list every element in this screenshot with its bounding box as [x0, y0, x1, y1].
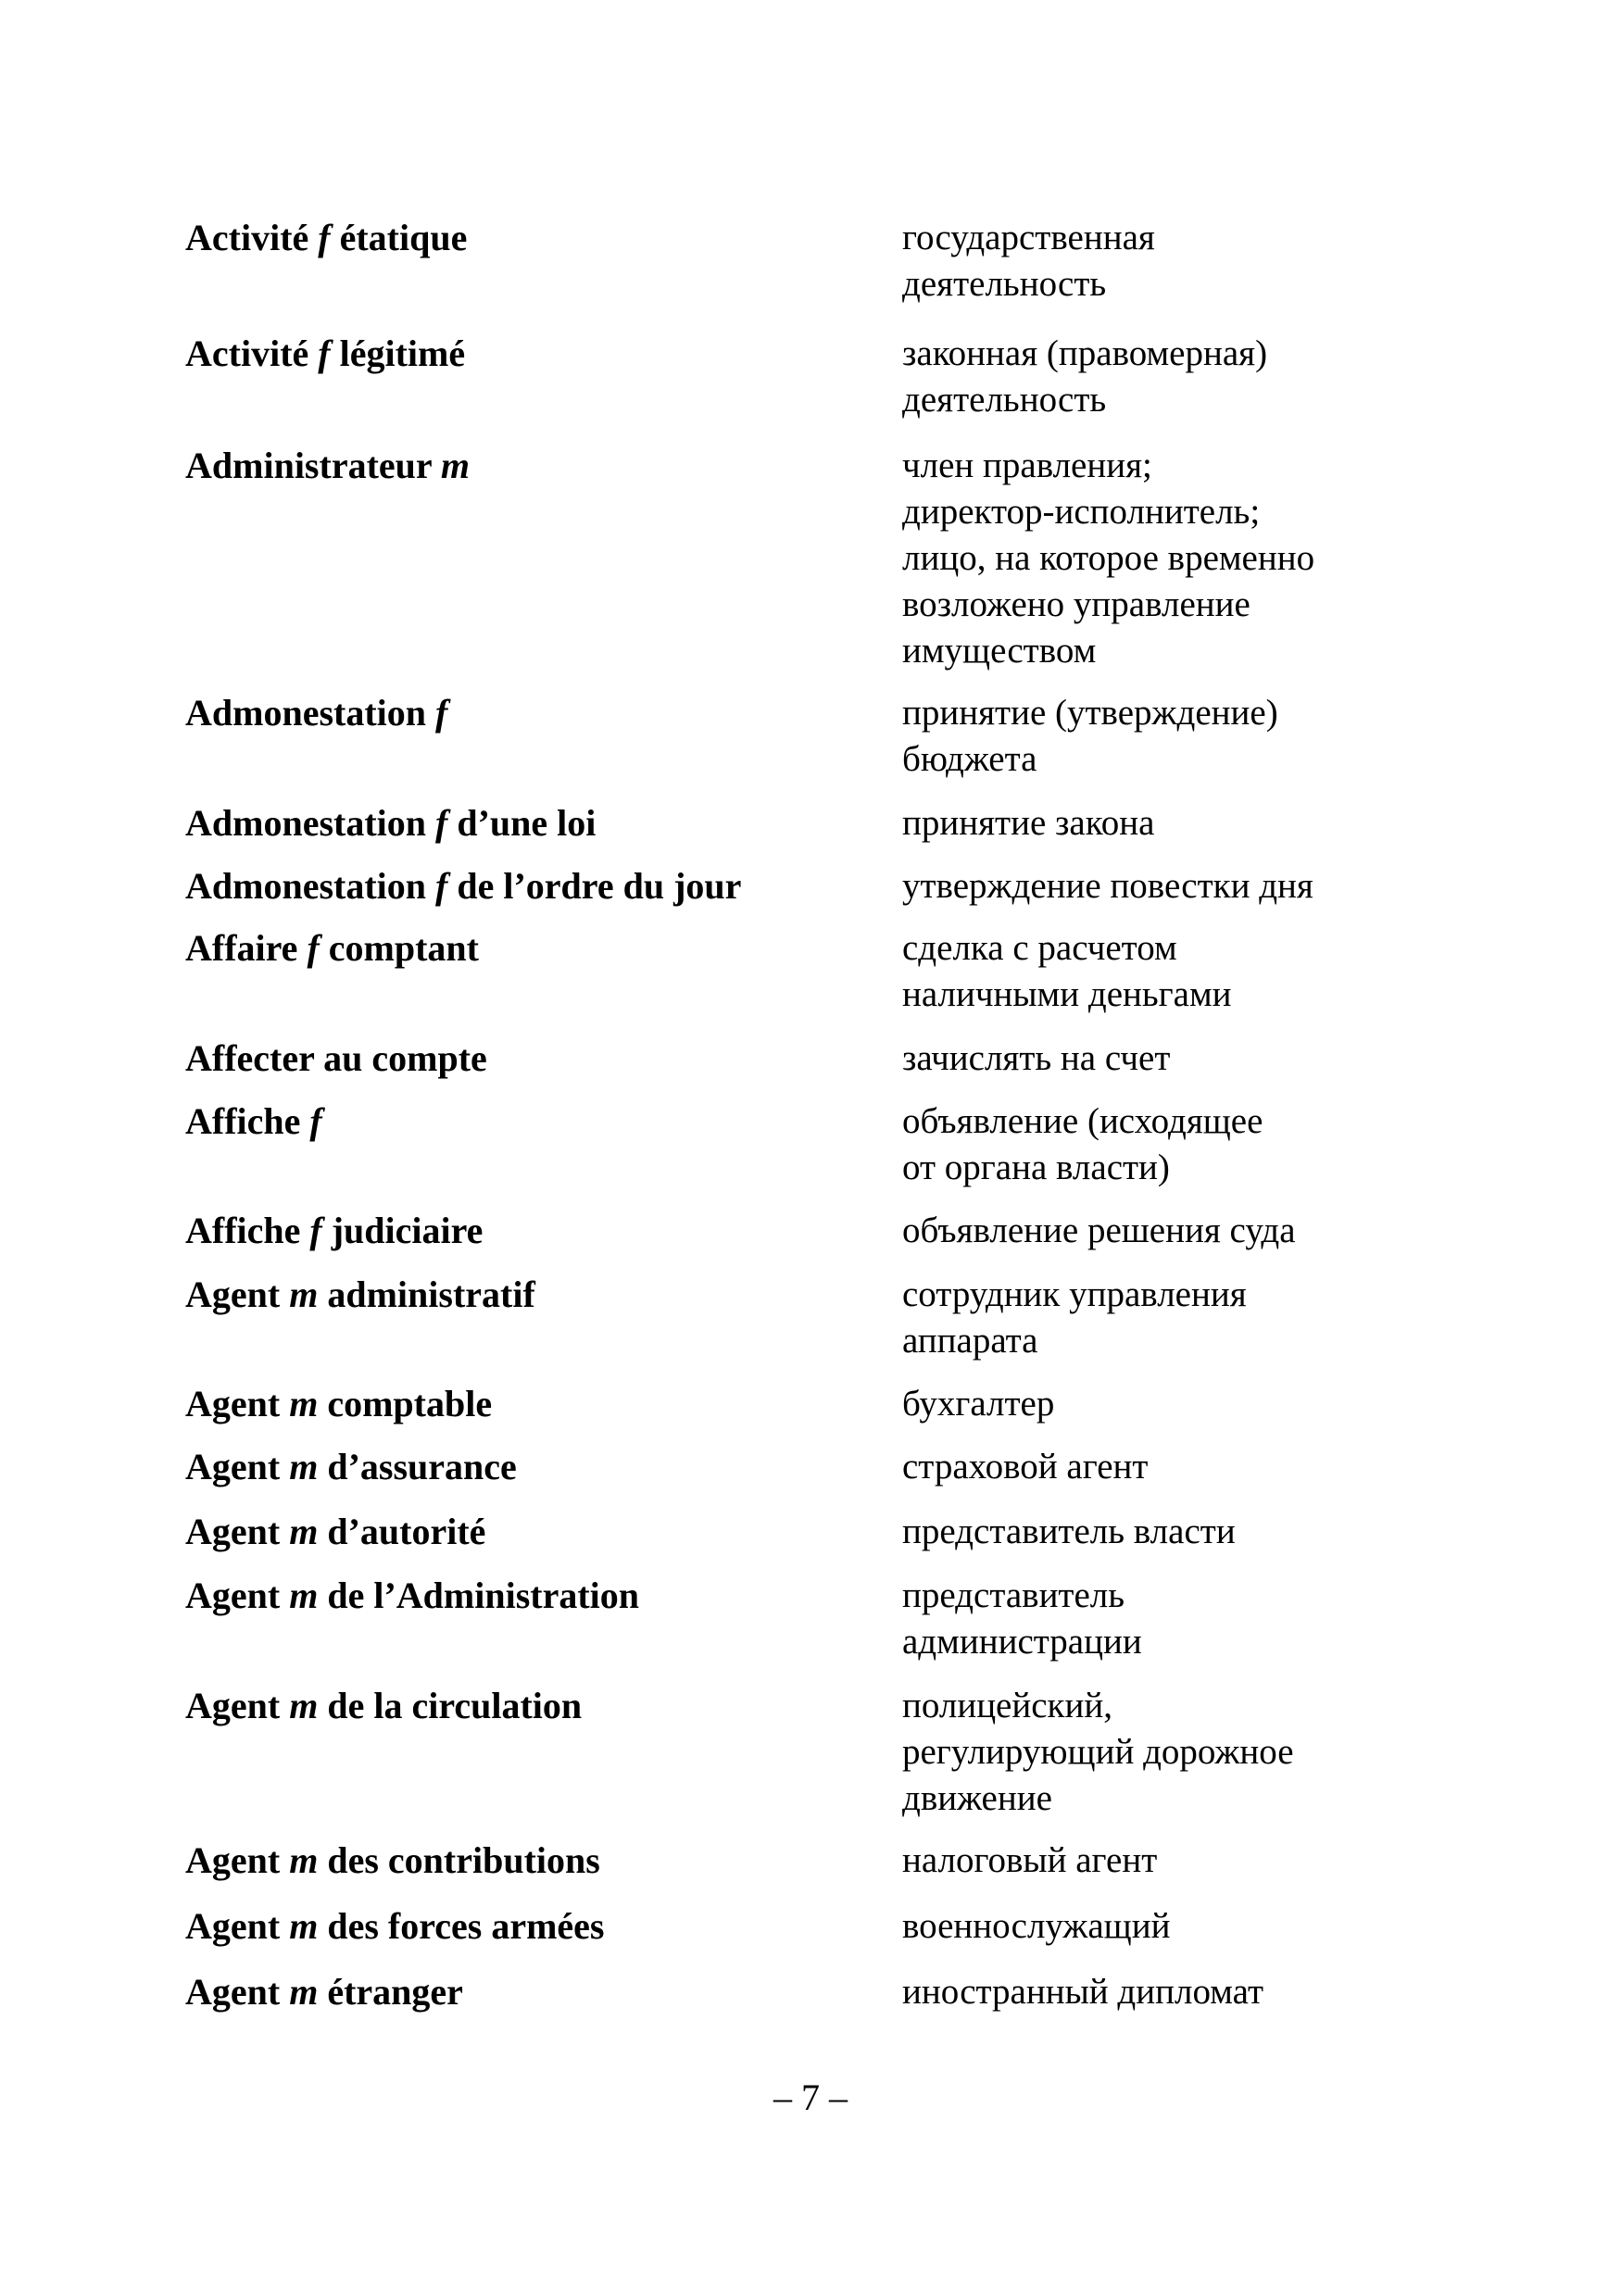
term-tail: étranger — [327, 1971, 463, 2013]
term-head: Agent — [185, 1685, 281, 1726]
entry-term — [185, 1509, 889, 1555]
entry-term — [185, 1272, 889, 1318]
entry-translation: налоговый агент — [902, 1840, 1158, 1880]
grammar-marker: f — [318, 217, 331, 258]
term-tail: des contributions — [327, 1839, 600, 1881]
grammar-marker: m — [289, 1446, 319, 1487]
term-tail: de l’ordre du jour — [457, 865, 742, 907]
grammar-marker: f — [309, 1100, 322, 1142]
term-head: Agent — [185, 1383, 281, 1424]
grammar-marker: f — [435, 802, 448, 844]
entry-term — [185, 1035, 889, 1082]
term-head: Admonestation — [185, 865, 427, 907]
entry-term — [185, 800, 889, 847]
entry-term — [185, 925, 889, 972]
entry-term — [185, 1903, 889, 1950]
term-head: Activité — [185, 332, 309, 374]
entry-translation: военнослужащий — [902, 1906, 1171, 1946]
entry-translation: принятие (утверждение) бюджета — [902, 693, 1278, 779]
grammar-marker: m — [289, 1273, 319, 1315]
term-head: Agent — [185, 1905, 281, 1947]
entry-translation: сотрудник управления аппарата — [902, 1274, 1247, 1361]
entry-term — [185, 1098, 889, 1145]
term-tail: de l’Administration — [327, 1575, 640, 1616]
term-tail: d’autorité — [327, 1511, 486, 1552]
term-head: Agent — [185, 1575, 281, 1616]
term-head: Agent — [185, 1446, 281, 1487]
entry-translation: законная (правомерная) деятельность — [902, 333, 1268, 420]
entry-translation: член правления; директор-исполнитель; лицо, на которое временно возложено управление имуществом — [902, 445, 1315, 671]
grammar-marker: f — [307, 927, 320, 969]
term-tail: d’assurance — [327, 1446, 517, 1487]
entry-translation: иностранный дипломат — [902, 1972, 1263, 2012]
term-head: Agent — [185, 1839, 281, 1881]
term-tail: judiciaire — [331, 1210, 484, 1251]
term-head: Agent — [185, 1971, 281, 2013]
entry-translation: сделка с расчетом наличными деньгами — [902, 928, 1232, 1014]
term-head: Affiche — [185, 1100, 301, 1142]
entry-translation: зачислять на счет — [902, 1038, 1171, 1078]
entry-translation: представитель власти — [902, 1512, 1236, 1551]
grammar-marker: m — [289, 1383, 319, 1424]
grammar-marker: m — [289, 1839, 319, 1881]
entry-term — [185, 863, 889, 910]
entry-term — [185, 1838, 889, 1884]
entry-term — [185, 1683, 889, 1729]
entry-term — [185, 1208, 889, 1254]
entry-translation: объявление (исходящее от органа власти) — [902, 1101, 1263, 1187]
term-tail: d’une loi — [457, 802, 597, 844]
term-tail: comptable — [327, 1383, 493, 1424]
term-head: Agent — [185, 1273, 281, 1315]
page-number: – 7 – — [773, 2076, 848, 2118]
term-head: Administrateur — [185, 445, 432, 486]
term-head: Agent — [185, 1511, 281, 1552]
entry-term — [185, 1381, 889, 1427]
grammar-marker: f — [435, 865, 448, 907]
term-head: Admonestation — [185, 692, 427, 734]
entry-translation: полицейский, регулирующий дорожное движение — [902, 1686, 1294, 1818]
entry-translation: государственная деятельность — [902, 218, 1155, 304]
grammar-marker: f — [309, 1210, 322, 1251]
entry-term — [185, 443, 889, 489]
entry-translation: страховой агент — [902, 1447, 1149, 1487]
entry-term — [185, 690, 889, 736]
entry-term — [185, 215, 889, 261]
entry-term — [185, 1573, 889, 1619]
entry-translation: объявление решения суда — [902, 1211, 1296, 1250]
term-tail: des forces armées — [327, 1905, 605, 1947]
term-head: Affiche — [185, 1210, 301, 1251]
grammar-marker: m — [289, 1905, 319, 1947]
entry-translation: бухгалтер — [902, 1384, 1055, 1424]
entry-translation: принятие закона — [902, 803, 1155, 843]
entry-term — [185, 1969, 889, 2015]
term-tail: administratif — [327, 1273, 535, 1315]
term-tail: étatique — [339, 217, 468, 258]
term-head: Activité — [185, 217, 309, 258]
entry-term — [185, 1444, 889, 1490]
grammar-marker: m — [289, 1685, 319, 1726]
entry-translation: утверждение повестки дня — [902, 866, 1313, 906]
entry-term — [185, 331, 889, 377]
grammar-marker: m — [289, 1511, 319, 1552]
term-tail: de la circulation — [327, 1685, 583, 1726]
term-head: Affecter au compte — [185, 1037, 487, 1079]
term-head: Admonestation — [185, 802, 427, 844]
term-head: Affaire — [185, 927, 298, 969]
grammar-marker: f — [318, 332, 331, 374]
grammar-marker: f — [435, 692, 448, 734]
grammar-marker: m — [289, 1971, 319, 2013]
term-tail: légitimé — [339, 332, 466, 374]
grammar-marker: m — [440, 445, 471, 486]
entry-translation: представитель администрации — [902, 1575, 1142, 1662]
grammar-marker: m — [289, 1575, 319, 1616]
term-tail: comptant — [328, 927, 479, 969]
